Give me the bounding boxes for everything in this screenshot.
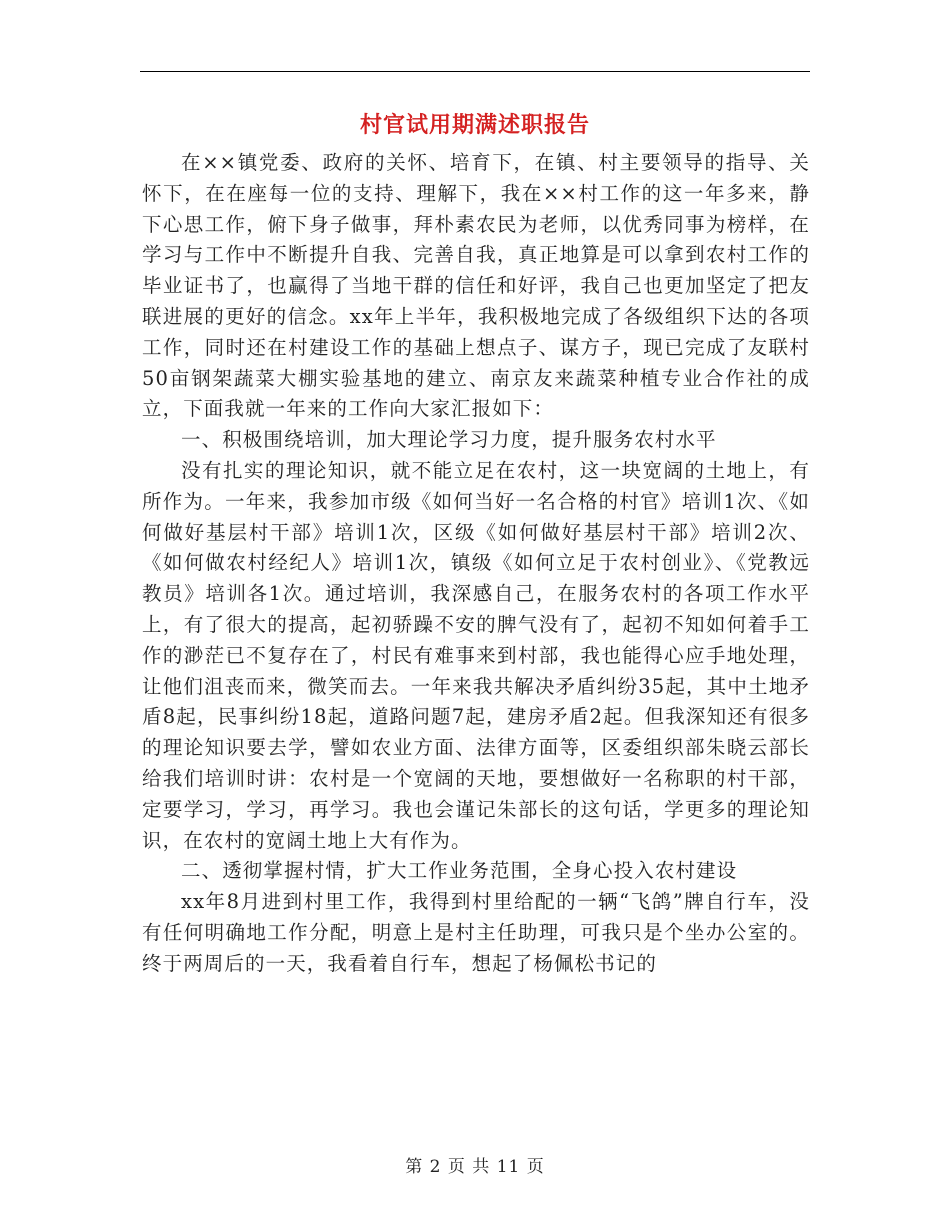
paragraph-training: 没有扎实的理论知识，就不能立足在农村，这一块宽阔的土地上，有所作为。一年来，我参加市级《如何当好一名合格的村官》培训1次、《如何做好基层村干部》培训1次，区级《如何做好基层村干部》培训2次、《如何做农村经纪人》培训1次，镇级《如何立足于农村创业》、《党教远教员》培训各1次。通过培训，我深感自己，在服务农村的各项工作水平上，有了很大的提高，起初骄躁不安的脾气没有了，起初不知如何着手工作的渺茫已不复存在了，村民有难事来到村部，我也能得心应手地处理，让他们沮丧而来，微笑而去。一年来我共解决矛盾纠纷35起，其中土地矛盾8起，民事纠纷18起，道路问题7起，建房矛盾2起。但我深知还有很多的理论知识要去学，譬如农业方面、法律方面等，区委组织部朱晓云部长给我们培训时讲：农村是一个宽阔的天地，要想做好一名称职的村干部，定要学习，学习，再学习。我也会谨记朱部长的这句话，学更多的理论知识，在农村的宽阔土地上大有作为。 — [142, 458, 810, 852]
section-heading-1: 一、积极围绕培训，加大理论学习力度，提升服务农村水平 — [181, 428, 717, 452]
section-heading-2: 二、透彻掌握村情，扩大工作业务范围，全身心投入农村建设 — [181, 859, 738, 883]
header-rule — [140, 71, 810, 72]
document-title: 村官试用期满述职报告 — [359, 112, 590, 138]
page-footer: 第 2 页 共 11 页 — [405, 1157, 545, 1177]
document-body — [142, 148, 810, 980]
paragraph-village: xx年8月进到村里工作，我得到村里给配的一辆“飞鸽”牌自行车，没有任何明确地工作分配，明意上是村主任助理，可我只是个坐办公室的。终于两周后的一天，我看着自行车，想起了杨佩松书记的 — [142, 890, 810, 975]
paragraph-intro: 在××镇党委、政府的关怀、培育下，在镇、村主要领导的指导、关怀下，在在座每一位的支持、理解下，我在××村工作的这一年多来，静下心思工作，俯下身子做事，拜朴素农民为老师，以优秀同事为榜样，在学习与工作中不断提升自我、完善自我，真正地算是可以拿到农村工作的毕业证书了，也赢得了当地干群的信任和好评，我自己也更加坚定了把友联进展的更好的信念。xx年上半年，我积极地完成了各级组织下达的各项工作，同时还在村建设工作的基础上想点子、谋方子，现已完成了友联村50亩钢架蔬菜大棚实验基地的建立、南京友来蔬菜种植专业合作社的成立，下面我就一年来的工作向大家汇报如下： — [142, 151, 810, 421]
